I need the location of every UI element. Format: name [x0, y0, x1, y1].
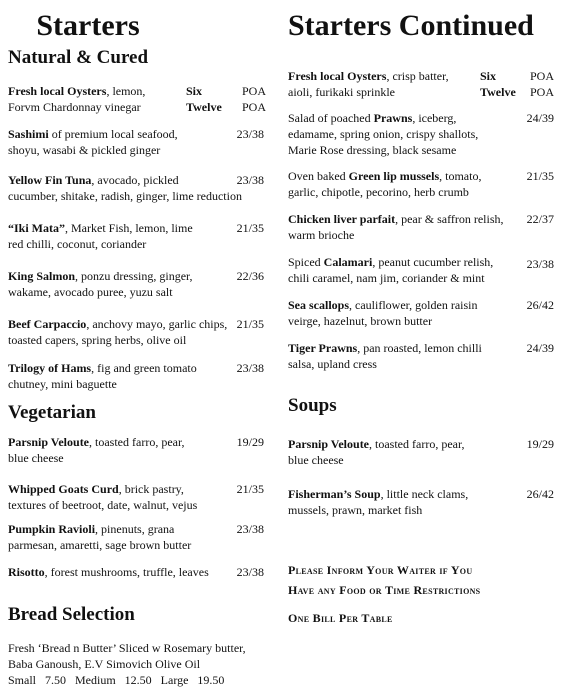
bread-desc-2: Baba Ganoush, E.V Simovich Olive Oil — [8, 657, 201, 671]
item-desc: , avocado, pickled — [91, 173, 179, 187]
menu-item-prawn-salad — [288, 110, 556, 158]
item-price: 23/38 — [236, 361, 264, 375]
item-price: 23/38 — [236, 522, 264, 536]
item-desc: of premium local seafood, — [48, 127, 178, 141]
item-desc-2: wakame, avocado puree, yuzu salt — [8, 285, 173, 299]
oysters-desc: , crisp batter, — [386, 69, 449, 83]
item-desc-2: shoyu, wasabi & pickled ginger — [8, 143, 161, 157]
oysters-desc-2: Forvm Chardonnay vinegar — [8, 100, 141, 114]
left-column — [8, 0, 270, 42]
oysters-twelve-label: Twelve — [480, 85, 516, 99]
item-name: Pumpkin Ravioli — [8, 522, 96, 536]
natural-cured-heading: Natural & Cured — [8, 47, 149, 68]
bread-selection-heading: Bread Selection — [8, 604, 135, 625]
menu-item-green-lip-mussels — [288, 168, 556, 200]
right-column — [288, 0, 556, 42]
item-price: 21/35 — [526, 169, 554, 183]
bread-desc-1: Fresh ‘Bread n Butter’ Sliced w Rosemary butter, — [8, 641, 246, 655]
item-desc: , anchovy mayo, garlic chips, — [86, 317, 228, 331]
item-desc-2: mussels, prawn, market fish — [288, 503, 423, 517]
oysters-item-right — [288, 68, 554, 100]
soups-heading: Soups — [288, 395, 337, 416]
item-price: 24/39 — [526, 111, 554, 125]
menu-item-fishermans-soup — [288, 486, 556, 518]
oysters-desc-2: aioli, furikaki sprinkle — [288, 85, 395, 99]
oysters-twelve-price: POA — [241, 100, 266, 114]
item-desc: , iceberg, — [412, 111, 457, 125]
item-price: 22/37 — [526, 212, 554, 226]
item-desc: , tomato, — [439, 169, 482, 183]
item-name: Sea scallops — [288, 298, 350, 312]
notice-line-2: Have any Food or Time Restrictions — [288, 583, 481, 597]
item-desc-2: chutney, mini baguette — [8, 377, 117, 391]
item-desc: , pear & saffron relish, — [395, 212, 504, 226]
menu-item-parsnip-veloute-soup — [288, 436, 556, 468]
item-name: Calamari — [323, 255, 373, 269]
item-desc: , cauliflower, golden raisin — [349, 298, 478, 312]
item-desc-2: toasted capers, spring herbs, olive oil — [8, 333, 187, 347]
item-price: 21/35 — [236, 482, 264, 496]
item-name: Whipped Goats Curd — [8, 482, 119, 496]
item-name: King Salmon — [8, 269, 76, 283]
item-prefix: Oven baked — [288, 169, 349, 183]
item-price: 23/38 — [236, 173, 264, 187]
oysters-six-price: POA — [529, 69, 554, 83]
menu-item-chicken-liver-parfait — [288, 211, 556, 243]
item-price: 21/35 — [236, 221, 264, 235]
item-name: Prawns — [373, 111, 413, 125]
oysters-twelve-label: Twelve — [186, 100, 222, 114]
item-prefix: Salad of poached — [288, 111, 374, 125]
item-desc-2: cucumber, shitake, radish, ginger, lime reduction — [8, 189, 242, 203]
oysters-six-price: POA — [241, 84, 266, 98]
item-desc: , pan roasted, lemon chilli — [357, 341, 482, 355]
item-name: Chicken liver parfait — [288, 212, 396, 226]
item-prefix: Spiced — [288, 255, 324, 269]
item-name: Parsnip Veloute — [288, 437, 370, 451]
item-name: Fisherman’s Soup — [288, 487, 381, 501]
item-desc: , pinenuts, grana — [95, 522, 175, 536]
item-desc: , toasted farro, pear, — [369, 437, 465, 451]
item-desc-2: edamame, spring onion, crispy shallots, — [288, 127, 479, 141]
item-desc-2: warm brioche — [288, 228, 355, 242]
item-price: 22/36 — [236, 269, 264, 283]
item-desc: , brick pastry, — [118, 482, 184, 496]
item-price: 26/42 — [526, 487, 554, 501]
item-name: Risotto — [8, 565, 45, 579]
item-name: “Iki Mata” — [8, 221, 65, 235]
vegetarian-heading: Vegetarian — [8, 402, 96, 423]
item-price: 26/42 — [526, 298, 554, 312]
item-desc-3: Marie Rose dressing, black sesame — [288, 143, 457, 157]
notice-line-1: Please Inform Your Waiter if You — [288, 563, 473, 577]
item-name: Yellow Fin Tuna — [8, 173, 92, 187]
bread-item — [8, 640, 270, 688]
restrictions-notice — [288, 560, 558, 600]
item-desc-2: veirge, hazelnut, brown butter — [288, 314, 433, 328]
item-desc-2: salsa, upland cress — [288, 357, 377, 371]
menu-item-sea-scallops — [288, 297, 556, 329]
item-desc-2: garlic, chipotle, pecorino, herb crumb — [288, 185, 469, 199]
starters-title: Starters — [36, 9, 140, 42]
item-desc: , ponzu dressing, ginger, — [75, 269, 193, 283]
item-price: 24/39 — [526, 341, 554, 355]
item-desc-2: chili caramel, nam jim, coriander & mint — [288, 271, 485, 285]
item-name: Beef Carpaccio — [8, 317, 87, 331]
oysters-twelve-price: POA — [529, 85, 554, 99]
oysters-item — [8, 83, 266, 115]
item-desc-2: blue cheese — [8, 451, 64, 465]
menu-item-tiger-prawns — [288, 340, 556, 372]
item-price: 21/35 — [236, 317, 264, 331]
item-price: 23/38 — [236, 565, 264, 579]
item-desc: , toasted farro, pear, — [89, 435, 185, 449]
oysters-name: Fresh local Oysters — [288, 69, 387, 83]
item-desc-2: textures of beetroot, date, walnut, vejus — [8, 498, 198, 512]
bread-sizes: Small 7.50 Medium 12.50 Large 19.50 — [8, 673, 225, 687]
oysters-desc: , lemon, — [106, 84, 146, 98]
item-name: Parsnip Veloute — [8, 435, 90, 449]
item-desc: , Market Fish, lemon, lime — [65, 221, 193, 235]
oysters-six-label: Six — [186, 84, 203, 98]
item-price: 23/38 — [236, 127, 264, 141]
item-desc-2: red chilli, coconut, coriander — [8, 237, 147, 251]
item-name: Trilogy of Hams — [8, 361, 92, 375]
item-price: 19/29 — [236, 435, 264, 449]
item-desc-2: blue cheese — [288, 453, 344, 467]
one-bill-notice: One Bill Per Table — [288, 611, 393, 625]
item-desc: , forest mushrooms, truffle, leaves — [44, 565, 209, 579]
item-price: 19/29 — [526, 437, 554, 451]
item-price: 23/38 — [526, 257, 554, 271]
item-desc: , little neck clams, — [380, 487, 469, 501]
item-desc: , peanut cucumber relish, — [372, 255, 494, 269]
item-name: Tiger Prawns — [288, 341, 358, 355]
item-desc-2: parmesan, amaretti, sage brown butter — [8, 538, 192, 552]
starters-continued-title: Starters Continued — [288, 9, 534, 42]
item-desc: , fig and green tomato — [91, 361, 197, 375]
item-name: Sashimi — [8, 127, 49, 141]
oysters-six-label: Six — [480, 69, 497, 83]
oysters-name: Fresh local Oysters — [8, 84, 107, 98]
item-name: Green lip mussels — [348, 169, 440, 183]
menu-item-calamari — [288, 254, 556, 286]
